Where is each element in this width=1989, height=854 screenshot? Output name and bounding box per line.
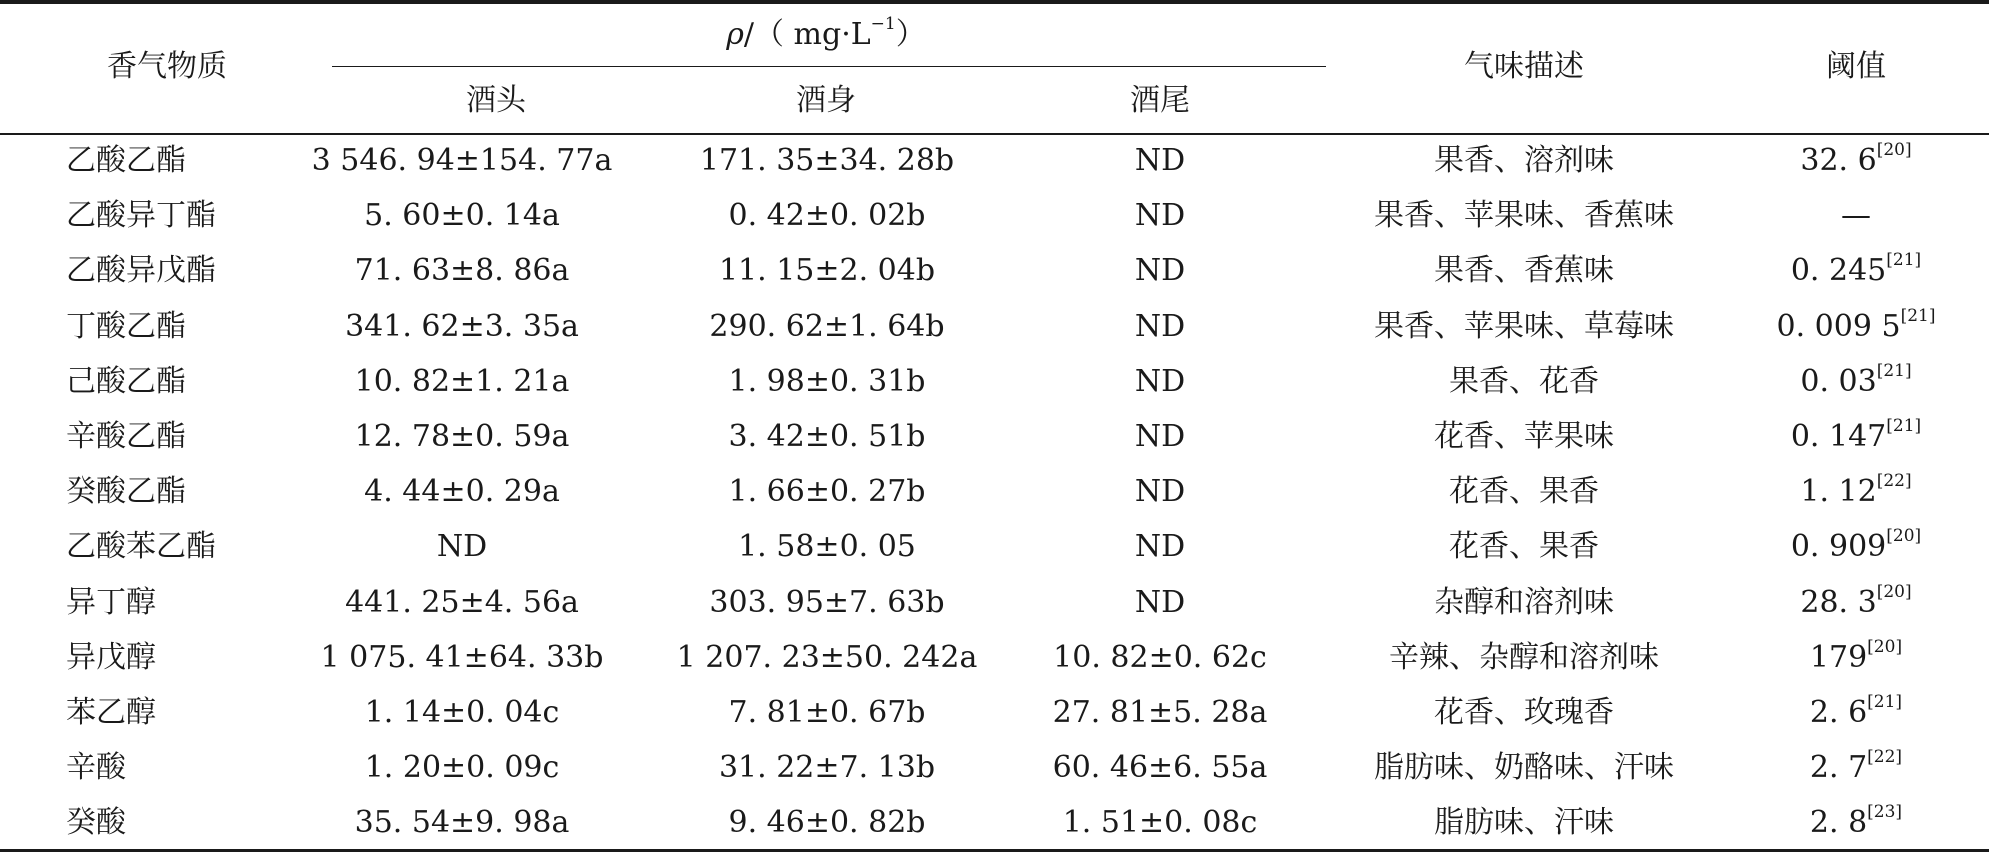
cell-body: 3. 42±0. 51b [728,419,926,454]
cell-odor: 花香、果香 [1449,474,1599,510]
rho-symbol: ρ [726,17,744,52]
cell-substance: 乙酸乙酯 [66,143,186,178]
cell-odor: 花香、玫瑰香 [1434,695,1614,730]
cell-head: 4. 44±0. 29a [364,474,560,510]
cell-odor: 脂肪味、奶酪味、汗味 [1374,750,1674,786]
threshold-reference: [20] [1867,636,1903,657]
threshold-value: 0. 009 5 [1776,308,1901,344]
cell-substance: 癸酸乙酯 [66,474,186,510]
cell-tail: ND [1134,143,1186,178]
cell-odor: 果香、苹果味、香蕉味 [1374,198,1674,234]
threshold-value: 28. 3 [1800,584,1877,620]
cell-tail: ND [1134,474,1186,510]
cell-odor: 花香、苹果味 [1434,419,1614,454]
spanner-rule [332,66,1326,67]
threshold-value: 179 [1809,639,1868,675]
cell-odor: 果香、溶剂味 [1434,143,1614,178]
cell-head: 1. 20±0. 09c [364,750,560,786]
cell-head: 10. 82±1. 21a [354,363,570,399]
threshold-value: 2. 6 [1809,695,1868,730]
cell-threshold [1809,692,1903,730]
threshold-reference: [21] [1886,416,1922,436]
cell-threshold [1800,140,1912,178]
header-threshold: 阈值 [1826,49,1886,84]
bottom-rule [0,849,1989,852]
rho-unit-prefix: /（ mg·L [743,17,871,52]
cell-threshold [1790,526,1922,565]
cell-substance: 乙酸异戊酯 [66,253,216,289]
cell-body: 9. 46±0. 82b [728,805,926,841]
cell-odor: 杂醇和溶剂味 [1434,584,1614,620]
threshold-value: 0. 03 [1800,363,1877,399]
cell-body: 7. 81±0. 67b [728,695,926,730]
cell-body: 31. 22±7. 13b [718,750,936,786]
header-concentration [726,14,926,52]
cell-tail: ND [1134,529,1186,565]
cell-head: 3 546. 94±154. 77a [311,143,613,178]
cell-body: 1 207. 23±50. 242a [676,639,978,675]
header-rule [0,133,1989,135]
threshold-value: 32. 6 [1800,143,1877,178]
threshold-value: 0. 245 [1790,253,1887,289]
cell-tail: ND [1134,198,1186,234]
threshold-reference: [20] [1876,140,1912,160]
cell-threshold [1809,802,1903,841]
threshold-value: 2. 8 [1809,805,1868,841]
cell-substance: 丁酸乙酯 [66,308,186,344]
cell-threshold [1809,747,1903,786]
cell-head: 12. 78±0. 59a [354,419,570,454]
cell-head: ND [436,529,488,565]
cell-body: 0. 42±0. 02b [728,198,926,234]
cell-tail: 60. 46±6. 55a [1052,750,1268,786]
cell-substance: 辛酸 [66,750,126,786]
cell-body: 171. 35±34. 28b [699,143,955,178]
cell-odor: 果香、苹果味、草莓味 [1374,308,1674,344]
cell-odor: 辛辣、杂醇和溶剂味 [1389,639,1659,675]
threshold-value: — [1841,198,1871,234]
cell-tail: ND [1134,584,1186,620]
cell-threshold [1800,360,1912,399]
threshold-reference: [23] [1867,802,1903,823]
threshold-reference: [22] [1867,747,1903,768]
cell-threshold [1800,581,1912,620]
cell-tail: 27. 81±5. 28a [1052,695,1268,730]
cell-substance: 辛酸乙酯 [66,419,186,454]
header-body: 酒身 [796,83,856,118]
cell-body: 11. 15±2. 04b [718,253,936,289]
cell-threshold [1776,305,1936,344]
cell-body: 303. 95±7. 63b [709,584,945,620]
cell-threshold [1809,636,1903,675]
cell-threshold [1841,198,1871,234]
cell-threshold [1790,250,1922,289]
cell-substance: 癸酸 [66,805,126,841]
cell-head: 35. 54±9. 98a [354,805,570,841]
threshold-reference: [21] [1900,305,1936,326]
threshold-reference: [21] [1876,360,1912,381]
cell-body: 290. 62±1. 64b [709,308,945,344]
cell-head: 341. 62±3. 35a [345,308,579,344]
threshold-value: 2. 7 [1809,750,1868,786]
cell-body: 1. 66±0. 27b [728,474,926,510]
cell-head: 71. 63±8. 86a [354,253,570,289]
cell-tail: ND [1134,363,1186,399]
cell-substance: 异戊醇 [66,639,156,675]
threshold-reference: [21] [1886,250,1922,271]
header-head: 酒头 [466,83,526,118]
cell-tail: 10. 82±0. 62c [1053,639,1267,675]
cell-head: 1. 14±0. 04c [364,695,560,730]
cell-tail: ND [1134,308,1186,344]
cell-substance: 乙酸苯乙酯 [66,529,216,565]
cell-threshold [1790,416,1922,454]
cell-odor: 脂肪味、汗味 [1434,805,1614,841]
cell-substance: 乙酸异丁酯 [66,198,216,234]
cell-tail: ND [1134,253,1186,289]
header-odor: 气味描述 [1464,49,1584,84]
cell-odor: 花香、果香 [1449,529,1599,565]
threshold-reference: [20] [1886,526,1922,547]
header-tail: 酒尾 [1130,83,1190,118]
rho-unit-exponent: −1 [870,14,896,34]
cell-body: 1. 58±0. 05 [738,529,916,565]
threshold-value: 0. 147 [1790,419,1887,454]
top-rule [0,0,1989,4]
threshold-value: 1. 12 [1800,474,1877,510]
cell-tail: ND [1134,419,1186,454]
threshold-reference: [22] [1876,471,1912,492]
rho-unit-suffix: ） [895,17,926,52]
cell-head: 5. 60±0. 14a [364,198,560,234]
threshold-value: 0. 909 [1790,529,1887,565]
cell-head: 1 075. 41±64. 33b [320,639,604,675]
cell-odor: 果香、花香 [1449,363,1599,399]
cell-threshold [1800,471,1912,510]
cell-odor: 果香、香蕉味 [1434,253,1614,289]
cell-substance: 苯乙醇 [66,695,156,730]
threshold-reference: [21] [1867,692,1903,712]
cell-tail: 1. 51±0. 08c [1062,805,1258,841]
header-substance: 香气物质 [107,49,227,84]
cell-head: 441. 25±4. 56a [345,584,579,620]
threshold-reference: [20] [1876,581,1912,602]
cell-body: 1. 98±0. 31b [728,363,926,399]
cell-substance: 异丁醇 [66,584,156,620]
cell-substance: 己酸乙酯 [66,363,186,399]
